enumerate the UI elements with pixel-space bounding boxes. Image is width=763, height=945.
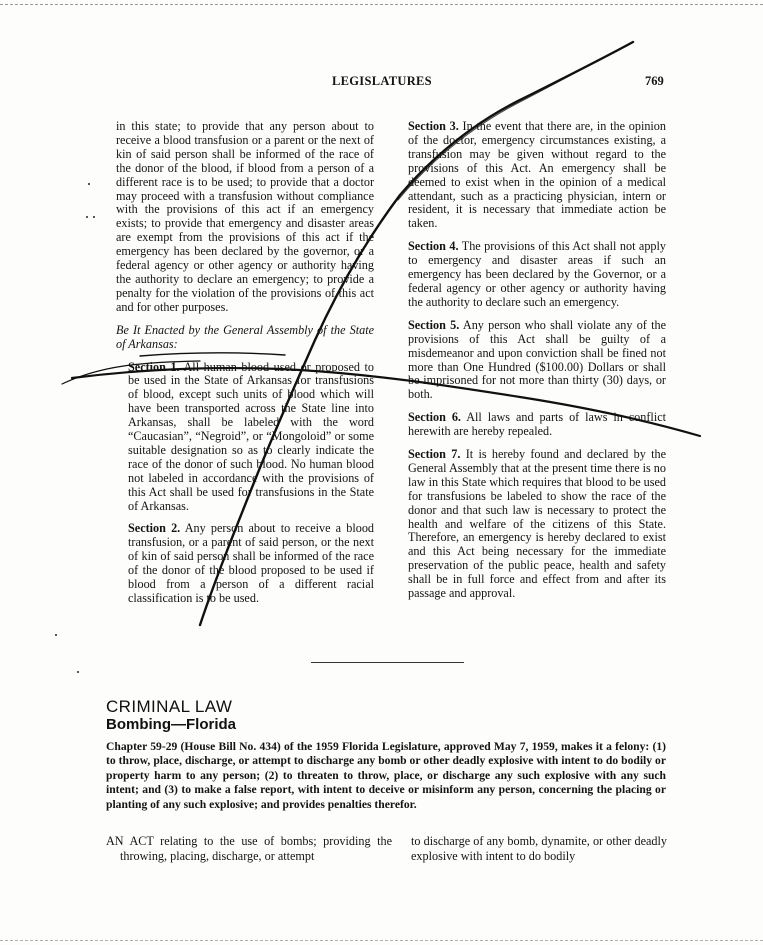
section-1-heading: Section 1. [128,359,180,374]
scan-speck [55,634,57,636]
section-1-body: All human blood used or proposed to be used in the State of Arkansas for transfusions of blood, except such units of blood which will have been transported across the State line into Arkansas, shall be labeled with the word “Caucasian”, “Negroid”, or “Mongoloid” or some suitable designation so as to clearly indicate the race of the donor of such blood. No human blood not labeled in accordance with the provisions of this Act shall be used for transfusions in the State of Arkansas. [128,359,374,513]
section-7 [396,448,666,601]
chapter-headnote: Chapter 59-29 (House Bill No. 434) of the 1959 Florida Legislature, approved May 7, 1959, makes it a felony: (1) to throw, place, discharge, or attempt to discharge any bomb or other deadly explosive with intent to do bodily or property harm to any person; (2) to threaten to throw, place, or discharge any such explosive with any such intent; and (3) to make a false report, with intent to deceive or misinform any person, concerning the placing or planting of any such explosive; and provides penalties therefor. [106,740,666,811]
running-head: LEGISLATURES [332,74,432,88]
section-7-heading: Section 7. [408,447,461,462]
section-3-heading: Section 3. [408,119,459,133]
scan-speck [86,216,88,218]
scan-speck [88,183,90,185]
section-divider [311,662,464,663]
section-title: CRIMINAL LAW [106,697,233,716]
section-1 [116,361,374,514]
section-5 [396,319,666,402]
section-5-body: Any person who shall violate any of the provisions of this Act shall be guilty of a misdemeanor and upon conviction shall be fined not more than One Hundred ($100.00) Dollars or shall be imprisoned for not more than thirty (30) days, or both. [408,317,666,402]
left-column [116,120,374,615]
section-4-body: The provisions of this Act shall not apply to emergency and disaster areas if such an emergency has been declared by the Governor, or a federal agency or other agency or authority having the authority to declare such an emergency. [408,239,666,309]
section-6-body: All laws and parts of laws in conflict herewith are hereby repealed. [408,410,666,439]
enacting-clause: Be It Enacted by the General Assembly of the State of Arkansas: [116,322,374,351]
act-title-left: AN ACT relating to the use of bombs; providing the throwing, placing, discharge, or attempt [106,834,392,863]
scan-bottom-edge [0,940,763,941]
page-number: 769 [645,74,664,88]
section-3 [396,120,666,231]
section-5-heading: Section 5. [408,317,460,332]
section-3-body: In the event that there are, in the opinion of the doctor, emergency circumstances existing, a transfusion may be given without regard to the provisions of this Act. An emergency shall be deemed to exist when in the opinion of a medical attendant, such as a practicing physician, intern or resident, it is necessary that immediate action be taken. [408,119,666,231]
scan-speck [93,216,95,218]
section-7-body: It is hereby found and declared by the General Assembly that at the present time there is no law in this State which requires that blood to be used for transfusions be labeled to show the race of the donor and that such law is necessary to protect the health and welfare of the citizens of this State. Therefore, an emergency is hereby declared to exist and this Act being necessary for the immediate preservation of the public peace, health and safety shall be in full force and effect from and after its passage and approval. [408,447,667,601]
scan-speck [77,671,79,673]
section-4 [396,240,666,310]
right-column [396,120,666,610]
section-2-body: Any person about to receive a blood transfusion, or a parent of said person, or the next of kin of said person shall be informed of the race of the donor of the blood proposed to be used if blood from a person of a different racial classification is to be used. [128,521,375,605]
section-6 [396,411,666,439]
section-subtitle: Bombing—Florida [106,716,236,733]
section-6-heading: Section 6. [408,410,461,425]
title-continuation: in this state; to provide that any person about to receive a blood transfusion or a parent or the next of kin of said person shall be informed of the race of the donor of the blood, if blood from a person of a different race is to be used; to provide that a doctor may proceed with a transfusion without compliance with the provisions of this act if an emergency exists; to provide that emergency and disaster areas are exempt from the provisions of this act if the emergency has been declared by the governor, or a federal agency or other agency or authority having the authority to declare an emergency; to provide a penalty for the violation of the provisions of this act and for other purposes. [116,119,374,314]
section-2 [116,522,374,605]
scan-top-edge [0,4,763,5]
section-4-heading: Section 4. [408,239,459,254]
section-2-heading: Section 2. [128,521,181,536]
act-title-right: to discharge of any bomb, dynamite, or other deadly explosive with intent to do bodily [411,834,667,863]
